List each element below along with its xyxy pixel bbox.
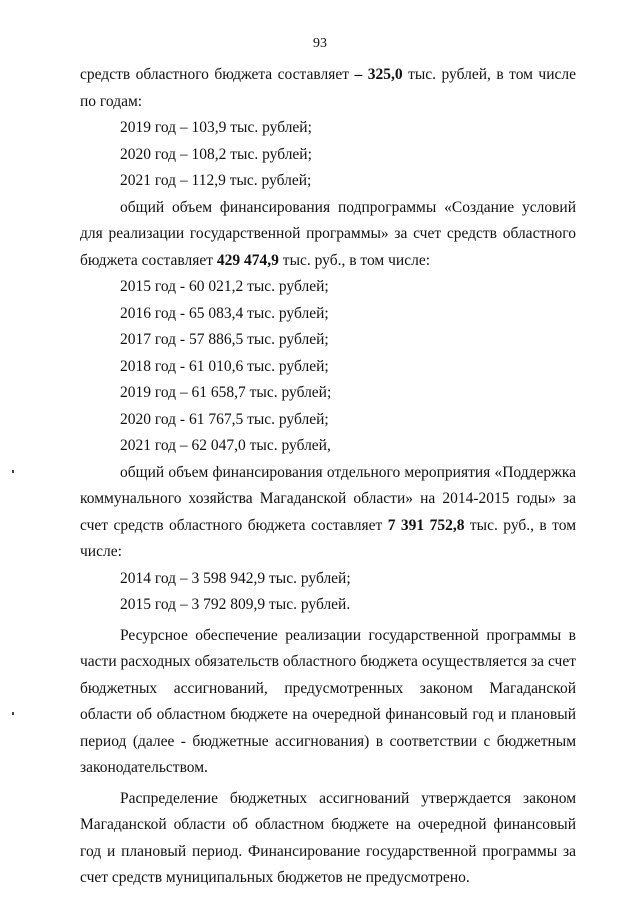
paragraph-subprogram-financing [80, 195, 576, 275]
year-amount-item: 2018 год - 61 010,6 тыс. рублей; [120, 357, 329, 375]
year-amount-item: 2020 год - 61 767,5 тыс. рублей; [120, 410, 329, 428]
year-amount-item: 2014 год – 3 598 942,9 тыс. рублей; [120, 569, 351, 587]
year-amount-item: 2015 год – 3 792 809,9 тыс. рублей. [120, 596, 351, 613]
amount-bold: 429 474,9 [216, 251, 279, 269]
year-amount-item: 2019 год – 103,9 тыс. рублей; [120, 119, 312, 136]
year-amount-item: 2017 год - 57 886,5 тыс. рублей; [120, 331, 329, 348]
year-amount-item: 2016 год - 65 083,4 тыс. рублей; [120, 304, 329, 322]
paragraph-text: тыс. руб., в том числе: [278, 251, 431, 269]
year-amount-item: 2021 год – 112,9 тыс. рублей; [120, 172, 312, 189]
year-amount-item: 2021 год – 62 047,0 тыс. рублей, [120, 437, 331, 454]
year-amount-item: 2020 год – 108,2 тыс. рублей; [120, 145, 312, 163]
scan-mark [12, 470, 14, 473]
paragraph-regional-budget-total [80, 62, 576, 115]
year-amount-item: 2015 год - 60 021,2 тыс. рублей; [120, 278, 329, 295]
paragraph-resource-provision: Ресурсное обеспечение реализации государственной программы в части расходных обязательств областного бюджета осуществляется за счет бюджетных ассигнований, предусмотренных законом Магаданской области об областном бюджете на очередной финансовый год и плановый период (далее - бюджетные ассигнования) в соответствии с бюджетным законодательством. [80, 626, 576, 776]
paragraph-text: общий объем финансирования отдельного мероприятия «Поддержка коммунального хозяйства Магаданской области» на 2014-2015 годы» за счет средств областного бюджета составляет [80, 463, 576, 534]
paragraph-text: средств областного бюджета составляет [80, 66, 355, 83]
paragraph-text: тыс. руб., в том числе: [80, 516, 576, 560]
paragraph-measure-financing [80, 460, 576, 566]
paragraph-text: общий объем финансирования подпрограммы «Создание условий для реализации государственной программы» за счет средств областного бюджета составляет [80, 198, 576, 269]
document-body [80, 62, 576, 892]
paragraph-allocation: Распределение бюджетных ассигнований утверждается законом Магаданской области об областном бюджете на очередной финансовый год и плановый период. Финансирование государственной программы за счет средств муниципальных бюджетов не предусмотрено. [80, 789, 576, 886]
paragraph-text: тыс. рублей, в том числе по годам: [80, 66, 577, 110]
amount-bold: 7 391 752,8 [387, 516, 465, 534]
scan-mark [12, 712, 14, 715]
page-number: 93 [313, 36, 327, 51]
year-amount-item: 2019 год – 61 658,7 тыс. рублей; [120, 384, 332, 401]
amount-bold: – 325,0 [354, 66, 403, 83]
